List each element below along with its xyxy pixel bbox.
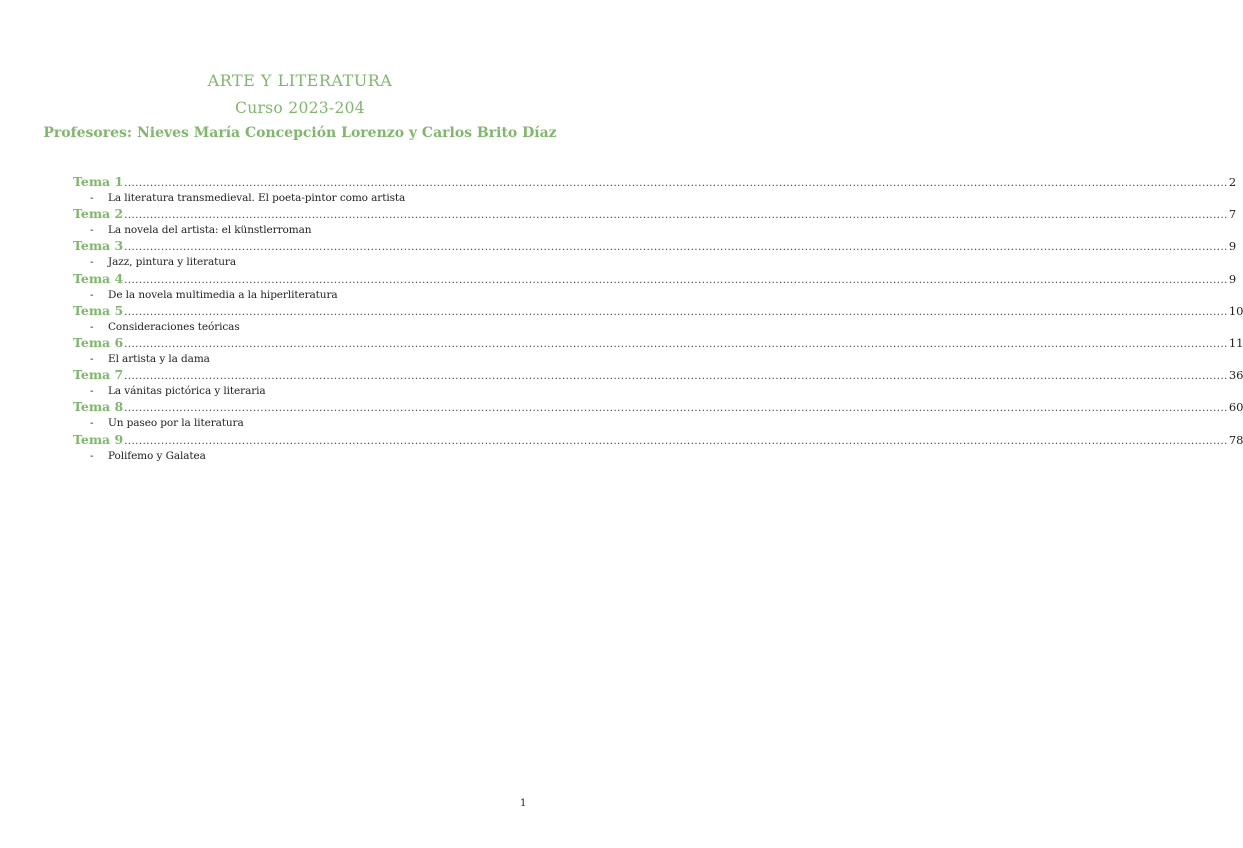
toc-heading-line[interactable] xyxy=(73,302,1243,318)
toc-subtitle-line xyxy=(73,254,528,270)
bullet-dash: - xyxy=(90,256,94,269)
bullet-dash: - xyxy=(90,320,94,333)
toc-heading-line[interactable] xyxy=(73,174,1237,189)
toc-heading-line[interactable] xyxy=(73,399,1243,415)
toc-subtitle-line xyxy=(73,222,528,238)
table-of-contents xyxy=(73,174,1243,464)
toc-subtitle-line xyxy=(73,415,528,431)
bullet-dash: - xyxy=(90,352,94,365)
toc-entry-label: Tema 5 xyxy=(73,302,124,318)
toc-heading-line[interactable] xyxy=(73,431,1243,447)
toc-entry xyxy=(73,174,1237,206)
toc-entry-page: 7 xyxy=(1228,207,1237,222)
toc-dot-leader: ............................................................................................................................................................................................................................................................................................................ xyxy=(124,210,1228,222)
toc-dot-leader: ............................................................................................................................................................................................................................................................................................................ xyxy=(124,178,1228,189)
toc-heading-line[interactable] xyxy=(73,334,1243,350)
toc-subtitle-line xyxy=(73,287,528,303)
page-number: 1 xyxy=(520,798,527,809)
toc-subtitle-line xyxy=(73,448,528,464)
course-label: Curso 2023-204 xyxy=(235,99,365,117)
bullet-dash: - xyxy=(90,449,94,462)
toc-heading-line[interactable] xyxy=(73,238,1237,254)
toc-entry-label: Tema 8 xyxy=(73,399,124,415)
toc-entry-subtitle: Consideraciones teóricas xyxy=(108,320,240,333)
toc-heading-line[interactable] xyxy=(73,367,1243,383)
toc-dot-leader: ............................................................................................................................................................................................................................................................................................................ xyxy=(124,371,1228,383)
toc-entry-label: Tema 4 xyxy=(73,270,124,286)
bullet-dash: - xyxy=(90,224,94,237)
toc-entry-subtitle: La vánitas pictórica y literaria xyxy=(108,385,266,398)
toc-entry-label: Tema 3 xyxy=(73,238,124,254)
toc-entry xyxy=(73,399,1243,431)
toc-dot-leader: ............................................................................................................................................................................................................................................................................................................ xyxy=(124,274,1228,286)
document-title: ARTE Y LITERATURA xyxy=(207,71,393,90)
bullet-dash: - xyxy=(90,385,94,398)
toc-entry xyxy=(73,334,1243,367)
toc-entry-page: 36 xyxy=(1228,368,1243,383)
professors-line: Profesores: Nieves María Concepción Lorenzo y Carlos Brito Díaz xyxy=(43,125,557,141)
toc-heading-line[interactable] xyxy=(73,270,1237,286)
toc-entry-subtitle: Polifemo y Galatea xyxy=(108,449,206,462)
toc-entry-label: Tema 6 xyxy=(73,334,124,350)
toc-entry-subtitle: Jazz, pintura y literatura xyxy=(108,256,237,269)
toc-dot-leader: ............................................................................................................................................................................................................................................................................................................ xyxy=(124,338,1228,350)
toc-entry-page: 10 xyxy=(1228,303,1243,318)
toc-subtitle-line xyxy=(73,319,528,335)
toc-entry xyxy=(73,270,1237,303)
toc-entry-page: 9 xyxy=(1228,239,1237,254)
toc-entry-label: Tema 7 xyxy=(73,367,124,383)
toc-subtitle-line xyxy=(73,383,528,399)
toc-entry-page: 78 xyxy=(1228,432,1243,447)
toc-entry-subtitle: La novela del artista: el künstlerroman xyxy=(108,224,312,237)
toc-entry-subtitle: De la novela multimedia a la hiperliteratura xyxy=(108,288,338,301)
toc-entry-page: 2 xyxy=(1228,175,1237,189)
toc-dot-leader: ............................................................................................................................................................................................................................................................................................................ xyxy=(124,306,1228,318)
bullet-dash: - xyxy=(90,417,94,430)
toc-entry-page: 9 xyxy=(1228,271,1237,286)
toc-entry-subtitle: La literatura transmedieval. El poeta-pintor como artista xyxy=(108,192,406,204)
bullet-dash: - xyxy=(90,192,94,204)
toc-dot-leader: ............................................................................................................................................................................................................................................................................................................ xyxy=(124,403,1228,415)
toc-subtitle-line xyxy=(73,190,528,206)
toc-entry-subtitle: Un paseo por la literatura xyxy=(108,417,244,430)
toc-entry-label: Tema 9 xyxy=(73,431,124,447)
toc-entry xyxy=(73,238,1237,270)
toc-entry-label: Tema 2 xyxy=(73,206,124,222)
toc-dot-leader: ............................................................................................................................................................................................................................................................................................................ xyxy=(124,435,1228,447)
toc-entry xyxy=(73,206,1237,238)
toc-entry-subtitle: El artista y la dama xyxy=(108,352,210,365)
toc-entry xyxy=(73,302,1243,335)
toc-subtitle-line xyxy=(73,351,528,367)
toc-entry xyxy=(73,431,1243,464)
toc-entry-page: 11 xyxy=(1228,335,1243,350)
toc-entry-page: 60 xyxy=(1228,400,1243,415)
toc-dot-leader: ............................................................................................................................................................................................................................................................................................................ xyxy=(124,242,1228,254)
bullet-dash: - xyxy=(90,288,94,301)
toc-entry-label: Tema 1 xyxy=(73,174,124,189)
toc-entry xyxy=(73,367,1243,399)
toc-heading-line[interactable] xyxy=(73,206,1237,222)
